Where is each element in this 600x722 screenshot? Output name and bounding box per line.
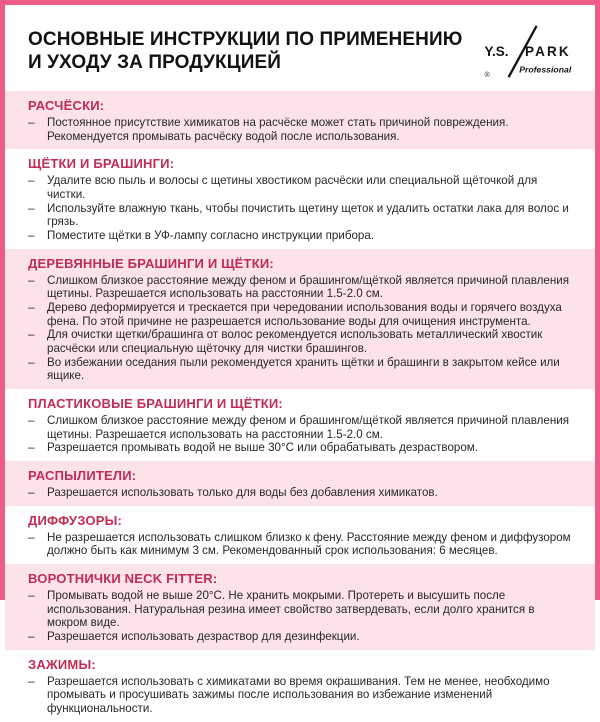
bullet-list: [28, 531, 581, 558]
bullet-dash: –: [28, 630, 35, 644]
bullet-text: Удалите всю пыль и волосы с щетины хвостиком расчёски или специальной щёточкой для чистки.: [47, 174, 538, 202]
bullet-dash: –: [28, 414, 35, 428]
bullet-list: [28, 486, 581, 500]
bullet-dash: –: [28, 355, 35, 369]
page: [5, 5, 595, 716]
page-title-line1: ОСНОВНЫЕ ИНСТРУКЦИИ ПО ПРИМЕНЕНИЮ: [28, 29, 463, 50]
bullet-item: [28, 328, 581, 355]
section-heading: ПЛАСТИКОВЫЕ БРАШИНГИ И ЩЁТКИ:: [28, 396, 283, 412]
bullet-list: [28, 675, 581, 716]
bullet-dash: –: [28, 530, 35, 544]
bullet-text: Поместите щётки в УФ-лампу согласно инструкции прибора.: [47, 229, 375, 243]
section-heading: ДЕРЕВЯННЫЕ БРАШИНГИ И ЩЁТКИ:: [28, 255, 274, 271]
bullet-dash: –: [28, 116, 35, 129]
bullet-text: Дерево деформируется и трескается при чередовании использования воды и горячего воздуха фена. По этой причине не разрешается использование воды для очищения инструмента.: [47, 301, 562, 328]
bullet-dash: –: [28, 273, 35, 287]
bullet-dash: –: [28, 486, 35, 500]
section-heading: РАСПЫЛИТЕЛИ:: [28, 468, 137, 484]
bullet-item: [28, 116, 581, 143]
bullet-text: Разрешается использовать дезраствор для дезинфекции.: [47, 630, 360, 644]
instruction-section: [5, 249, 595, 389]
bullet-item: [28, 531, 581, 558]
ys-park-logo: [473, 25, 577, 81]
bullet-text: Слишком близкое расстояние между феном и брашингом/щёткой является причиной плавления щетины. Разрешается использовать на расстоянии 1.5-2.0 см.: [47, 273, 569, 301]
section-heading: ЗАЖИМЫ:: [28, 656, 96, 672]
bullet-dash: –: [28, 589, 35, 603]
bullet-list: [28, 116, 581, 143]
bullet-item: [28, 229, 581, 243]
sections: [5, 91, 595, 722]
bullet-item: [28, 486, 581, 500]
bullet-list: [28, 589, 581, 644]
registered-trademark-icon: ®: [484, 70, 490, 80]
logo-ys-text: Y.S.: [484, 43, 509, 59]
bullet-dash: –: [28, 301, 35, 315]
section-heading: ЩЁТКИ И БРАШИНГИ:: [28, 156, 175, 172]
page-title: [28, 25, 462, 75]
instruction-section: [5, 564, 595, 650]
bullet-text: Промывать водой не выше 20°C. Не хранить мокрыми. Протереть и высушить после использования. Натуральная резина имеет свойство затвердевать, если долго хранится в мокром виде.: [47, 589, 535, 630]
bullet-item: [28, 202, 581, 229]
section-heading: ВОРОТНИЧКИ NECK FITTER:: [28, 571, 218, 587]
instruction-section: [5, 650, 595, 722]
bullet-item: [28, 301, 581, 328]
bullet-text: Во избежании оседания пыли рекомендуется хранить щётки и брашинги в закрытом кейсе или ящике.: [47, 355, 560, 383]
bullet-list: [28, 174, 581, 242]
bullet-text: Не разрешается использовать слишком близко к фену. Расстояние между феном и диффузором должно быть как минимум 3 см. Рекомендованный срок использования: 6 месяцев.: [47, 530, 571, 558]
bullet-dash: –: [28, 229, 35, 243]
bullet-text: Используйте влажную ткань, чтобы почистить щетину щеток и удалить остатки лака для волос и грязь.: [47, 201, 569, 229]
instruction-section: [5, 506, 595, 564]
bullet-dash: –: [28, 441, 35, 455]
bullet-list: [28, 274, 581, 383]
bullet-text: Для очистки щетки/брашинга от волос рекомендуется использовать металлический хвостик расчёски или специальную щёточку для чистки брашингов.: [47, 328, 543, 356]
bullet-dash: –: [28, 174, 35, 188]
bullet-text: Разрешается использовать с химикатами во время окрашивания. Тем не менее, необходимо промывать и просушивать зажимы после использования во избежание изменений функциональности.: [47, 674, 550, 716]
bullet-list: [28, 414, 581, 455]
bullet-item: [28, 356, 581, 383]
header: [5, 5, 595, 91]
bullet-dash: –: [28, 328, 35, 342]
bullet-item: [28, 174, 581, 201]
bullet-text: Разрешается использовать только для воды без добавления химикатов.: [47, 486, 438, 500]
bullet-item: [28, 589, 581, 630]
bullet-dash: –: [28, 201, 35, 215]
instruction-section: [5, 461, 595, 506]
section-heading: РАСЧЁСКИ:: [28, 98, 105, 113]
logo-park-text: PARK: [525, 43, 571, 59]
instruction-section: [5, 149, 595, 248]
bullet-item: [28, 630, 581, 644]
bullet-text: Постоянное присутствие химикатов на расчёске может стать причиной повреждения. Рекомендуется промывать расчёску водой после использования.: [47, 116, 509, 143]
instruction-section: [5, 91, 595, 149]
page-title-line2: И УХОДУ ЗА ПРОДУКЦИЕЙ: [28, 51, 281, 73]
bullet-dash: –: [28, 674, 35, 688]
bullet-item: [28, 441, 581, 455]
logo-professional-text: Professional: [519, 64, 572, 75]
bullet-item: [28, 414, 581, 441]
bullet-item: [28, 675, 581, 716]
bullet-text: Слишком близкое расстояние между феном и брашингом/щёткой является причиной плавления щетины. Разрешается использовать на расстоянии 1.5-2.0 см.: [47, 414, 569, 441]
bullet-text: Разрешается промывать водой не выше 30°C или обрабатывать дезраствором.: [47, 441, 478, 455]
section-heading: ДИФФУЗОРЫ:: [28, 512, 123, 528]
bullet-item: [28, 274, 581, 301]
instruction-section: [5, 389, 595, 461]
